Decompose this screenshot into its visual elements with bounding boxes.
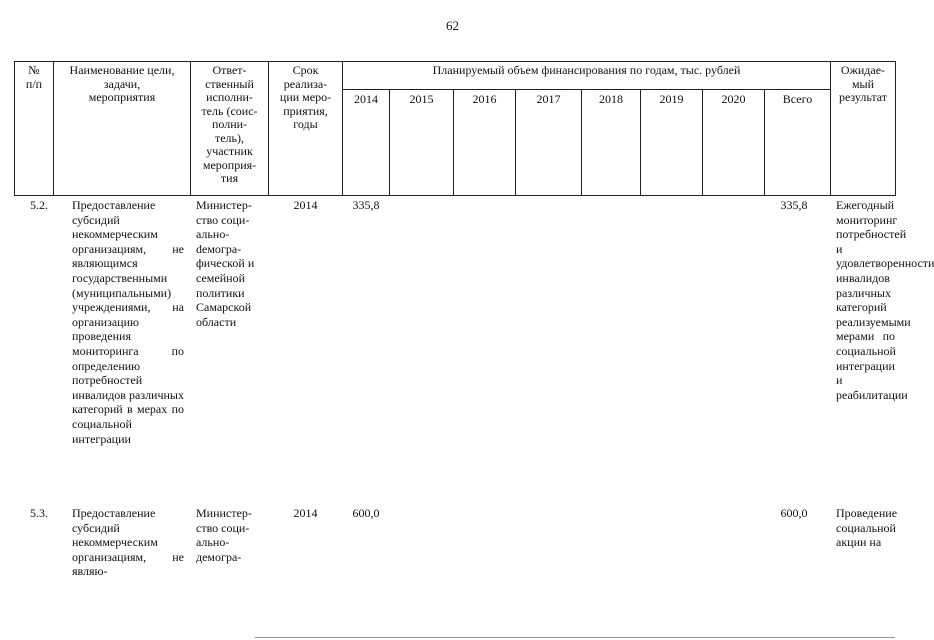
header-year-2016: 2016 [472, 92, 497, 106]
col-divider [895, 61, 896, 195]
row-term: 2014 [293, 506, 318, 520]
header-name: Наименование цели, задачи, мероприятия [69, 63, 175, 104]
col-divider [342, 61, 343, 195]
row-number: 5.2. [30, 198, 48, 212]
header-total: Всего [782, 92, 813, 106]
row-value-2014: 335,8 [352, 198, 380, 212]
row-result: Ежегодный мониторинг потребностей и удовлетворенности инвалидов различных категорий реализуемыми мерами по социальной интеграции и реабилитации [836, 198, 934, 402]
header-financing: Планируемый объем финансирования по годам, тыс. рублей [432, 63, 741, 77]
row-number: 5.3. [30, 506, 48, 520]
header-year-2017: 2017 [536, 92, 561, 106]
row-executor: Министер- ство соци- ально- демогра- [196, 506, 252, 564]
table-header-bottom-border [14, 195, 896, 196]
row-name: Предоставление субсидий некоммерческим организациям, не являю- [72, 506, 184, 579]
header-year-2020: 2020 [721, 92, 746, 106]
header-year-2018: 2018 [599, 92, 623, 106]
table-top-border [14, 61, 896, 62]
row-result: Проведение социальной акции на [836, 506, 898, 550]
header-executor: Ответ- ственный исполни- тель (соис- полни- тель), участник мероприя- тия [201, 63, 258, 185]
header-year-2015: 2015 [409, 92, 434, 106]
header-term: Срок реализа- ции меро- приятия, годы [279, 63, 332, 131]
row-value-total: 600,0 [780, 506, 808, 520]
row-executor: Министер- ство соци- ально- dемогра- фической и семейной политики Самарской области [196, 198, 255, 329]
row-value-2014: 600,0 [352, 506, 380, 520]
footer-rule [255, 637, 895, 638]
header-year-2014: 2014 [354, 92, 378, 106]
row-name: Предоставление субсидий некоммерческим организациям, не являющимся государственными (муниципальными) учреждениями, на организацию проведения мониторинга по определению потребностей инвалидов различных категорий в мерах по социальной интеграции [72, 198, 184, 446]
row-term: 2014 [293, 198, 318, 212]
header-num: № п/п [25, 63, 43, 91]
header-result: Ожидае- мый результат [838, 63, 888, 104]
header-year-2019: 2019 [659, 92, 684, 106]
years-row-divider [342, 89, 830, 90]
page-number: 62 [446, 18, 459, 33]
row-value-total: 335,8 [780, 198, 808, 212]
